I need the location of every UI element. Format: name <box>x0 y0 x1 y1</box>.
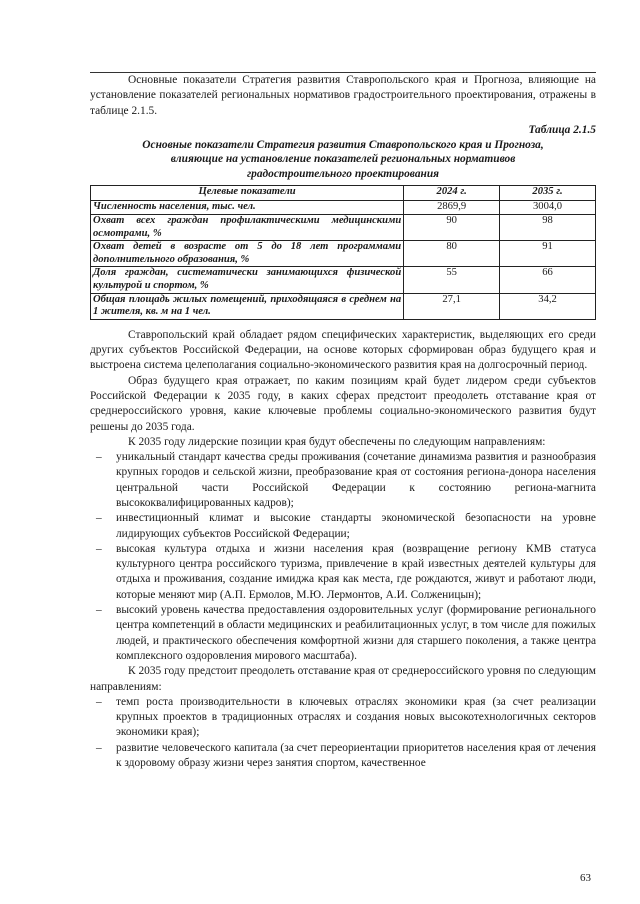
value-2024-cell: 90 <box>404 214 500 240</box>
bullet-dash: – <box>96 604 102 617</box>
body-paragraph: К 2035 году предстоит преодолеть отставание края от среднероссийского уровня по следующим направлениям: <box>90 665 596 693</box>
lag-list <box>90 695 596 771</box>
list-item: – высокая культура отдыха и жизни населения края (возвращение региону КМВ статуса культурного центра российского туризма, привлечение в край известных деятелей культуры для отдыха и проживания, создание имиджа края как места, где рождаются, живут и работают люди, которые меняют мир (А.П. Ермолов, М.Ю. Лермонтов, А.И. Солженицын); <box>96 542 596 601</box>
header-indicators: Целевые показатели <box>91 186 404 201</box>
indicator-cell: Охват детей в возрасте от 5 до 18 лет программами дополнительного образования, % <box>91 241 404 267</box>
bullet-dash: – <box>96 695 102 708</box>
header-2024: 2024 г. <box>404 186 500 201</box>
indicator-cell: Общая площадь жилых помещений, приходящаяся в среднем на 1 жителя, кв. м на 1 чел. <box>91 293 404 319</box>
value-2035-cell: 91 <box>500 241 596 267</box>
indicators-table <box>90 185 596 319</box>
table-row <box>91 293 596 319</box>
document-page <box>90 73 596 771</box>
table-row <box>91 241 596 267</box>
table-row <box>91 267 596 293</box>
page-number: 63 <box>580 872 591 884</box>
table-row <box>91 201 596 215</box>
list-item: – темп роста производительности в ключевых отраслях экономики края (за счет реализации крупных проектов в традиционных отраслях и создания новых высокотехнологичных секторов экономики края); <box>96 695 596 739</box>
table-title: Основные показатели Стратегия развития Ставропольского края и Прогноза, влияющие на установление показателей региональных нормативов градостроительного проектирования <box>142 138 544 180</box>
list-item: – высокий уровень качества предоставления оздоровительных услуг (формирование регионального центра компетенций в области медицинских и реабилитационных услуг, в том числе для пожилых людей, и практического обеспечения комфортной жизни для старшего поколения, а также центра комплексного оздоровления мирового масштаба). <box>96 604 596 662</box>
header-2035: 2035 г. <box>500 186 596 201</box>
value-2035-cell: 66 <box>500 267 596 293</box>
body-paragraph: Ставропольский край обладает рядом специфических характеристик, выделяющих его среди других субъектов Российской Федерации, на основе которых сформирован образ будущего края и выстроена система целеполагания социально-экономического развития края на долгосрочный период. <box>90 328 596 372</box>
indicator-cell: Охват всех граждан профилактическими медицинскими осмотрами, % <box>91 214 404 240</box>
value-2024-cell: 2869,9 <box>404 201 500 215</box>
value-2024-cell: 27,1 <box>404 293 500 319</box>
body-paragraph: К 2035 году лидерские позиции края будут обеспечены по следующим направлениям: <box>128 435 546 448</box>
intro-paragraph: Основные показатели Стратегия развития Ставропольского края и Прогноза, влияющие на установление показателей региональных нормативов градостроительного проектирования, отражены в таблице 2.1.5. <box>90 74 596 117</box>
body-paragraph: Образ будущего края отражает, по каким позициям край будет лидером среди субъектов Российской Федерации к 2035 году, в каких сферах предстоит преодолеть отставание края от среднероссийского уровня, какие ключевые проблемы социально-экономического развития будут решены до 2035 года. <box>90 374 596 433</box>
leadership-list <box>90 450 596 664</box>
value-2024-cell: 80 <box>404 241 500 267</box>
value-2035-cell: 3004,0 <box>500 201 596 215</box>
bullet-dash: – <box>96 542 102 555</box>
list-item: – развитие человеческого капитала (за счет переориентации приоритетов населения края от лечения к здоровому образу жизни через занятия спортом, качественное <box>96 741 596 770</box>
value-2035-cell: 34,2 <box>500 293 596 319</box>
table-label: Таблица 2.1.5 <box>528 123 596 136</box>
bullet-dash: – <box>96 451 102 464</box>
list-item: – уникальный стандарт качества среды проживания (сочетание динамизма развития и разнообразия крупных городов и сельской жизни, преобразование края от состояния региона-донора населения центральной части Российской Федерации к состоянию региона-магнита высококвалифицированных кадров); <box>96 451 596 509</box>
bullet-dash: – <box>96 741 102 754</box>
table-row <box>91 214 596 240</box>
table-header-row <box>91 186 596 201</box>
list-item: – инвестиционный климат и высокие стандарты экономической безопасности на уровне лидирующих субъектов Российской Федерации; <box>96 512 596 540</box>
indicator-cell: Доля граждан, систематически занимающихся физической культурой и спортом, % <box>91 267 404 293</box>
indicator-cell: Численность населения, тыс. чел. <box>91 201 404 215</box>
value-2024-cell: 55 <box>404 267 500 293</box>
value-2035-cell: 98 <box>500 214 596 240</box>
bullet-dash: – <box>96 512 102 525</box>
